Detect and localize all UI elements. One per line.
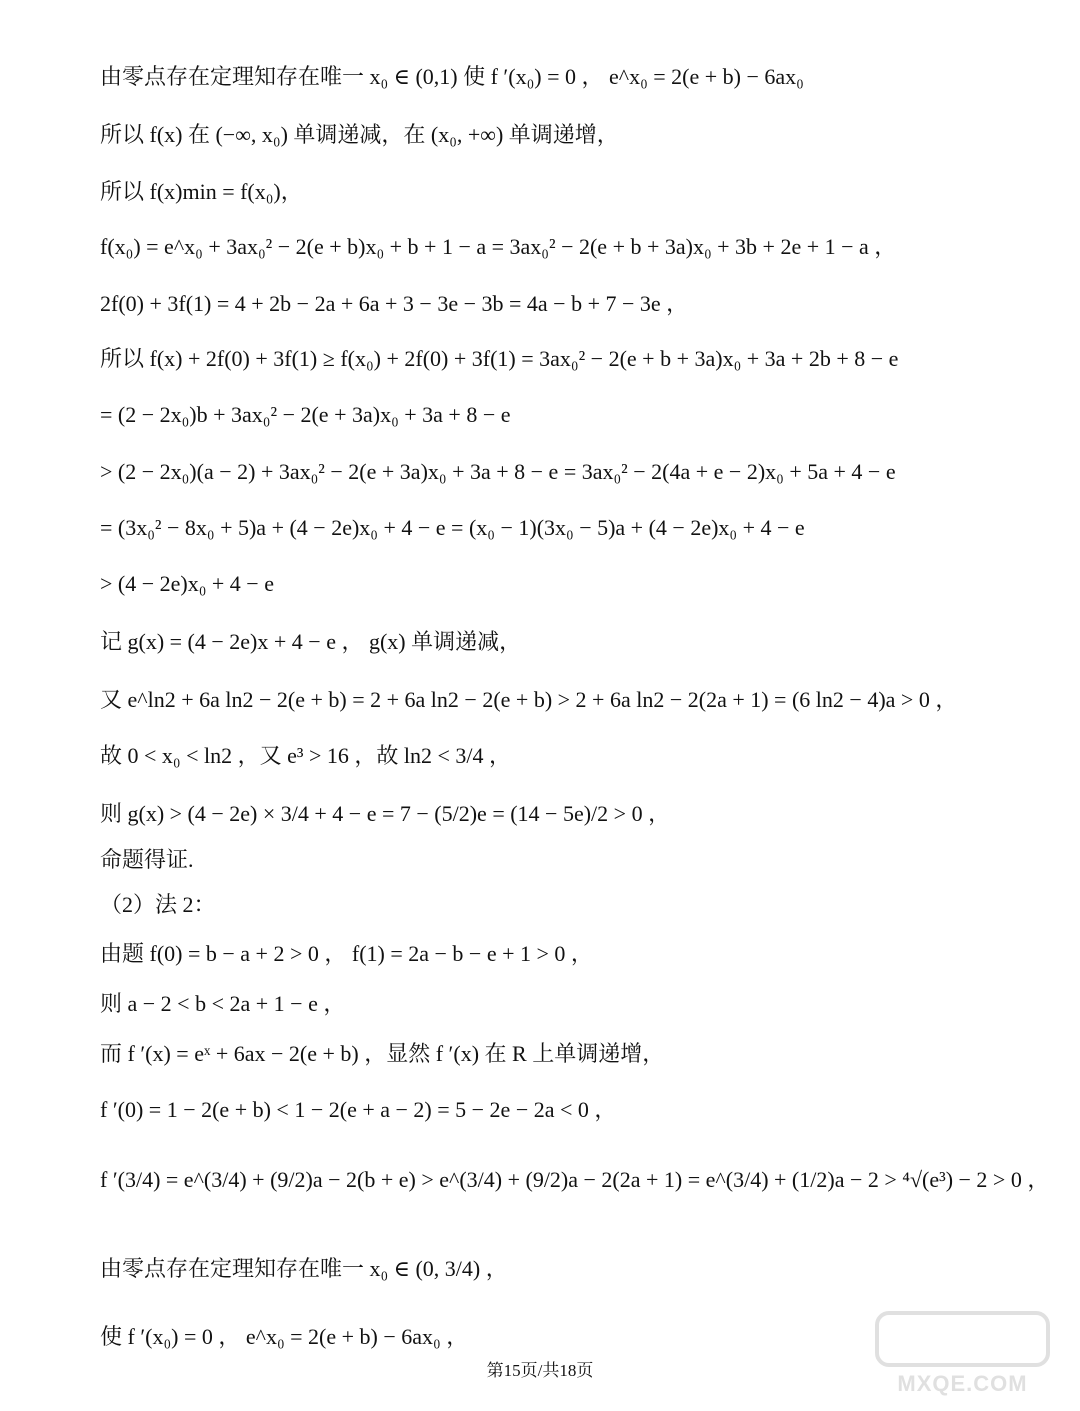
text-line: 命题得证. bbox=[100, 847, 194, 872]
text-line: 所以 f(x) + 2f(0) + 3f(1) ≥ f(x₀) + 2f(0) + 3f(1) = 3ax₀² − 2(e + b + 3a)x₀ + 3a + 2b + 8 − e bbox=[100, 346, 899, 371]
text-line: f ′(0) = 1 − 2(e + b) < 1 − 2(e + a − 2) = 5 − 2e − 2a < 0 ， bbox=[100, 1097, 617, 1122]
watermark-frame bbox=[875, 1311, 1050, 1367]
text-line: 而 f ′(x) = eˣ + 6ax − 2(e + b) ，显然 f ′(x) 在 R 上单调递增， bbox=[100, 1041, 665, 1066]
text-line: 故 0 < x₀ < ln2 ，又 e³ > 16 ，故 ln2 < 3/4 ， bbox=[100, 743, 511, 768]
watermark-text: MXQE.COM bbox=[897, 1371, 1028, 1396]
text-line: > (4 − 2e)x₀ + 4 − e bbox=[100, 571, 274, 596]
text-line: 由题 f(0) = b − a + 2 > 0 ， f(1) = 2a − b − e + 1 > 0 ， bbox=[100, 941, 593, 966]
watermark-logo bbox=[875, 1311, 1050, 1397]
text-line: 则 g(x) > (4 − 2e) × 3/4 + 4 − e = 7 − (5/2)e = (14 − 5e)/2 > 0 ， bbox=[100, 801, 671, 826]
text-line: = (2 − 2x₀)b + 3ax₀² − 2(e + 3a)x₀ + 3a + 8 − e bbox=[100, 402, 511, 427]
text-line: （2）法 2： bbox=[100, 892, 216, 917]
text-line: 由零点存在定理知存在唯一 x₀ ∈ (0,1) 使 f ′(x₀) = 0 ， e^x₀ = 2(e + b) − 6ax₀ bbox=[100, 64, 804, 89]
text-line: 由零点存在定理知存在唯一 x₀ ∈ (0, 3/4) ， bbox=[100, 1256, 508, 1281]
text-line: 又 e^ln2 + 6a ln2 − 2(e + b) = 2 + 6a ln2 − 2(e + b) > 2 + 6a ln2 − 2(2a + 1) = (6 ln2 − 4)a > 0 ， bbox=[100, 687, 958, 712]
text-line: 记 g(x) = (4 − 2e)x + 4 − e ， g(x) 单调递减， bbox=[100, 629, 522, 654]
text-line: 所以 f(x)min = f(x₀)， bbox=[100, 179, 303, 204]
page-number: 第15页/共18页 bbox=[486, 1361, 594, 1380]
text-line: 则 a − 2 < b < 2a + 1 − e ， bbox=[100, 991, 346, 1016]
text-line: 2f(0) + 3f(1) = 4 + 2b − 2a + 6a + 3 − 3e − 3b = 4a − b + 7 − 3e ， bbox=[100, 291, 689, 316]
text-line: 所以 f(x) 在 (−∞, x₀) 单调递减，在 (x₀, +∞) 单调递增， bbox=[100, 122, 619, 147]
text-line: 使 f ′(x₀) = 0 ， e^x₀ = 2(e + b) − 6ax₀ ， bbox=[100, 1324, 469, 1349]
text-line: = (3x₀² − 8x₀ + 5)a + (4 − 2e)x₀ + 4 − e = (x₀ − 1)(3x₀ − 5)a + (4 − 2e)x₀ + 4 − e bbox=[100, 515, 805, 540]
text-line: f ′(3/4) = e^(3/4) + (9/2)a − 2(b + e) > e^(3/4) + (9/2)a − 2(2a + 1) = e^(3/4) + (1/2)a − 2 > ⁴√(e³) − 2 > 0 ， bbox=[100, 1167, 1050, 1192]
text-line: f(x₀) = e^x₀ + 3ax₀² − 2(e + b)x₀ + b + 1 − a = 3ax₀² − 2(e + b + 3a)x₀ + 3b + 2e + 1 − a ， bbox=[100, 234, 897, 259]
text-line: > (2 − 2x₀)(a − 2) + 3ax₀² − 2(e + 3a)x₀ + 3a + 8 − e = 3ax₀² − 2(4a + e − 2)x₀ + 5a + 4 − e bbox=[100, 459, 896, 484]
